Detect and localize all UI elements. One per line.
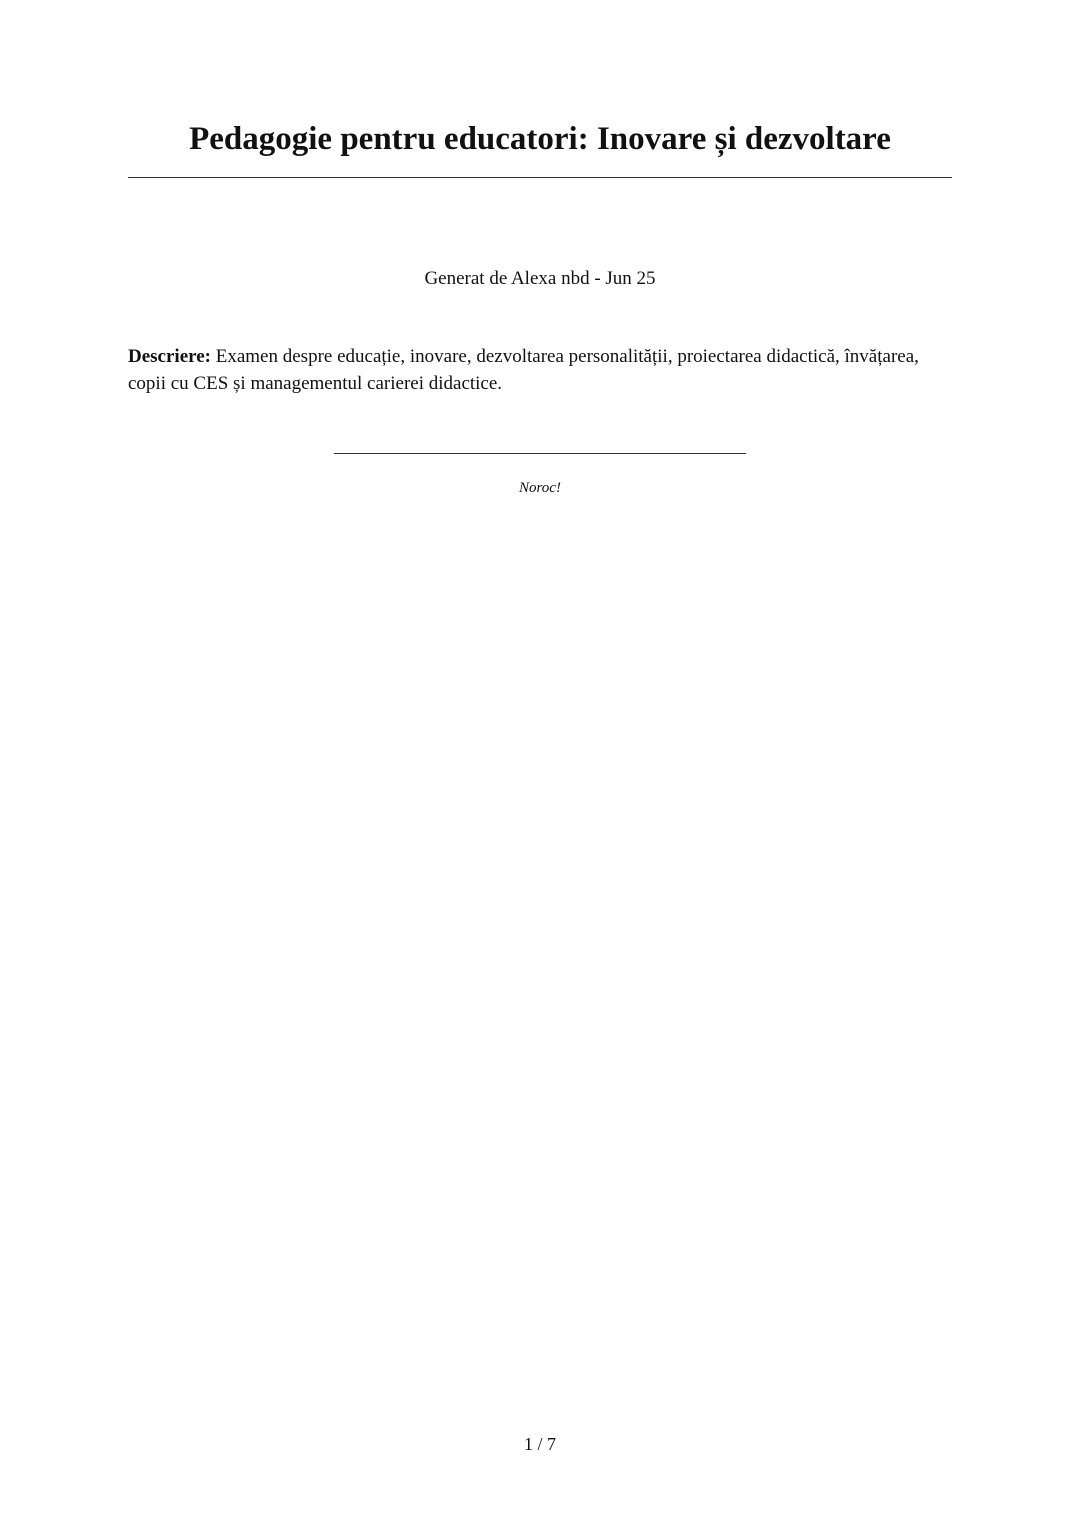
section-divider	[334, 453, 746, 454]
description-label: Descriere:	[128, 346, 211, 367]
description-paragraph	[128, 343, 928, 397]
closing-message: Noroc!	[519, 480, 561, 496]
page-number: 1 / 7	[523, 1434, 556, 1454]
document-title: Pedagogie pentru educatori: Inovare și dezvoltare	[189, 121, 891, 157]
generated-by-line: Generat de Alexa nbd - Jun 25	[424, 268, 656, 289]
title-divider	[128, 177, 952, 178]
description-text: Examen despre educație, inovare, dezvoltarea personalității, proiectarea didactică, învățarea, copii cu CES și managementul carierei didactice.	[128, 346, 919, 394]
